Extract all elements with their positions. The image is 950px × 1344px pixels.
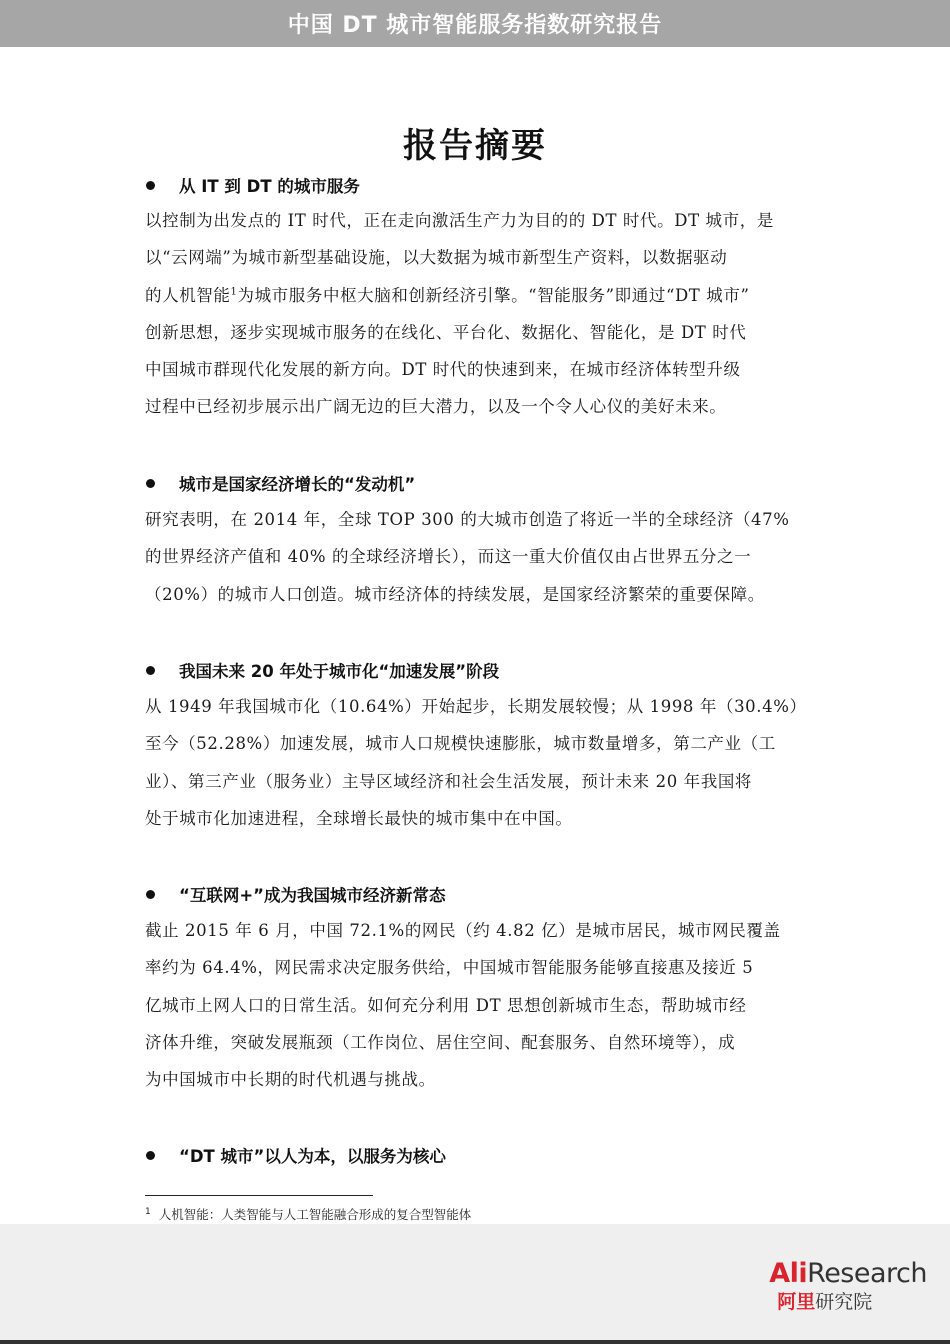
- section-paragraph-1: [145, 202, 807, 426]
- paragraph-line-part: 为城市服务中枢大脑和创新经济引擎。“智能服务”即通过“DT 城市”: [237, 285, 750, 305]
- footnote: [145, 1205, 471, 1223]
- bullet-icon: [146, 1151, 155, 1160]
- paragraph-line: 亿城市上网人口的日常生活。如何充分利用 DT 思想创新城市生态，帮助城市经: [145, 995, 747, 1015]
- section-heading-text: 城市是国家经济增长的“发动机”: [179, 475, 416, 494]
- header-title: 中国 DT 城市智能服务指数研究报告: [287, 13, 663, 38]
- page-header: [0, 0, 950, 47]
- bullet-icon: [146, 666, 155, 675]
- section-heading-4: [145, 879, 805, 909]
- section-paragraph-3: [145, 688, 807, 837]
- logo-cn-ali: 阿里: [777, 1291, 816, 1313]
- section-paragraph-2: [145, 501, 807, 613]
- logo-cn-institute: 研究院: [815, 1291, 873, 1313]
- bullet-icon: [146, 890, 155, 899]
- bullet-icon: [146, 479, 155, 488]
- paragraph-line: 创新思想，逐步实现城市服务的在线化、平台化、数据化、智能化，是 DT 时代: [145, 322, 747, 342]
- paragraph-line: 济体升维，突破发展瓶颈（工作岗位、居住空间、配套服务、自然环境等），成: [145, 1032, 736, 1052]
- section-heading-text: “互联网+”成为我国城市经济新常态: [179, 886, 446, 905]
- paragraph-line: 为中国城市中长期的时代机遇与挑战。: [145, 1070, 436, 1090]
- paragraph-line: [145, 277, 807, 314]
- bullet-icon: [146, 181, 155, 190]
- section-heading-3: [145, 655, 805, 685]
- paragraph-line: （20%）的城市人口创造。城市经济体的持续发展，是国家经济繁荣的重要保障。: [145, 584, 765, 604]
- paragraph-line: 以“云网端”为城市新型基础设施，以大数据为城市新型生产资料，以数据驱动: [145, 248, 728, 268]
- page-title: 报告摘要: [403, 126, 547, 166]
- paragraph-line: 从 1949 年我国城市化（10.64%）开始起步，长期发展较慢；从 1998 年（30.4%）: [145, 697, 807, 716]
- footnote-number: 1: [145, 1206, 151, 1217]
- paragraph-line: 中国城市群现代化发展的新方向。DT 时代的快速到来，在城市经济体转型升级: [145, 360, 741, 380]
- logo-ali: Ali: [769, 1258, 808, 1289]
- section-heading-1: [145, 170, 805, 200]
- section-heading-text: “DT 城市”以人为本，以服务为核心: [179, 1147, 446, 1166]
- section-paragraph-4: [145, 912, 807, 1098]
- paragraph-line: 处于城市化加速进程，全球增长最快的城市集中在中国。: [145, 808, 573, 828]
- paragraph-line: 的世界经济产值和 40% 的全球经济增长），而这一重大价值仅由占世界五分之一: [145, 547, 752, 567]
- section-heading-5: [145, 1140, 805, 1170]
- page-footer: [0, 1224, 950, 1344]
- paragraph-line: 率约为 64.4%，网民需求决定服务供给，中国城市智能服务能够直接惠及接近 5: [145, 958, 754, 978]
- section-heading-text: 从 IT 到 DT 的城市服务: [179, 177, 360, 196]
- paragraph-line: 研究表明，在 2014 年，全球 TOP 300 的大城市创造了将近一半的全球经济（47%: [145, 510, 790, 529]
- paragraph-line: 业）、第三产业（服务业）主导区域经济和社会生活发展，预计未来 20 年我国将: [145, 771, 753, 791]
- footer-divider: [0, 1340, 950, 1344]
- footnote-divider: [145, 1195, 373, 1196]
- section-heading-text: 我国未来 20 年处于城市化“加速发展”阶段: [179, 662, 500, 681]
- paragraph-line: 至今（52.28%）加速发展，城市人口规模快速膨胀，城市数量增多，第二产业（工: [145, 734, 776, 754]
- aliresearch-logo: [769, 1259, 927, 1314]
- paragraph-line-part: 的人机智能: [145, 285, 231, 305]
- footnote-text: 人机智能：人类智能与人工智能融合形成的复合型智能体: [158, 1207, 472, 1222]
- footnote-reference[interactable]: 1: [230, 286, 238, 298]
- section-heading-2: [145, 468, 805, 498]
- logo-research: Research: [807, 1258, 927, 1289]
- paragraph-line: 截止 2015 年 6 月，中国 72.1%的网民（约 4.82 亿）是城市居民，城市网民覆盖: [145, 921, 781, 940]
- paragraph-line: 以控制为出发点的 IT 时代，正在走向激活生产力为目的的 DT 时代。DT 城市，是: [145, 211, 774, 230]
- paragraph-line: 过程中已经初步展示出广阔无边的巨大潜力，以及一个令人心仪的美好未来。: [145, 397, 727, 417]
